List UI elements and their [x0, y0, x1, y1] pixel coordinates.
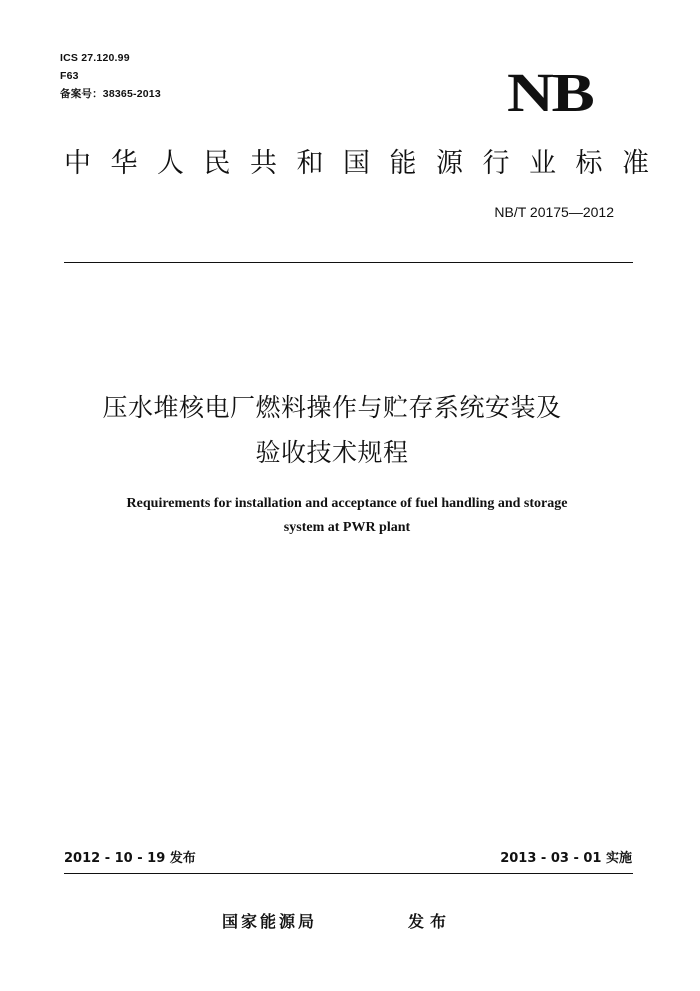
english-title-line-2: system at PWR plant — [283, 520, 411, 535]
implementation-date: 2013 - 03 - 01 实施 — [500, 851, 632, 866]
issue-date: 2012 - 10 - 19 发布 — [64, 851, 196, 866]
chinese-title-line-1: 压水堆核电厂燃料操作与贮存系统安装及 — [102, 393, 562, 422]
chinese-title-line-2: 验收技术规程 — [255, 438, 409, 467]
issuing-authority: 国家能源局 — [222, 912, 318, 931]
footer-divider — [64, 873, 633, 874]
ccs-code: F63 — [60, 70, 79, 82]
standard-code: NB/T 20175—2012 — [494, 204, 614, 220]
filing-number: 备案号：38365-2013 — [60, 88, 161, 100]
english-title-line-1: Requirements for installation and acceptance of fuel handling and storage — [126, 496, 568, 511]
header-divider — [64, 262, 633, 263]
ics-code: ICS 27.120.99 — [60, 52, 130, 64]
standard-category-title: 中华人民共和国能源行业标准 — [64, 148, 669, 179]
nb-logo: NB — [506, 62, 592, 123]
issue-action: 发布 — [408, 912, 453, 931]
